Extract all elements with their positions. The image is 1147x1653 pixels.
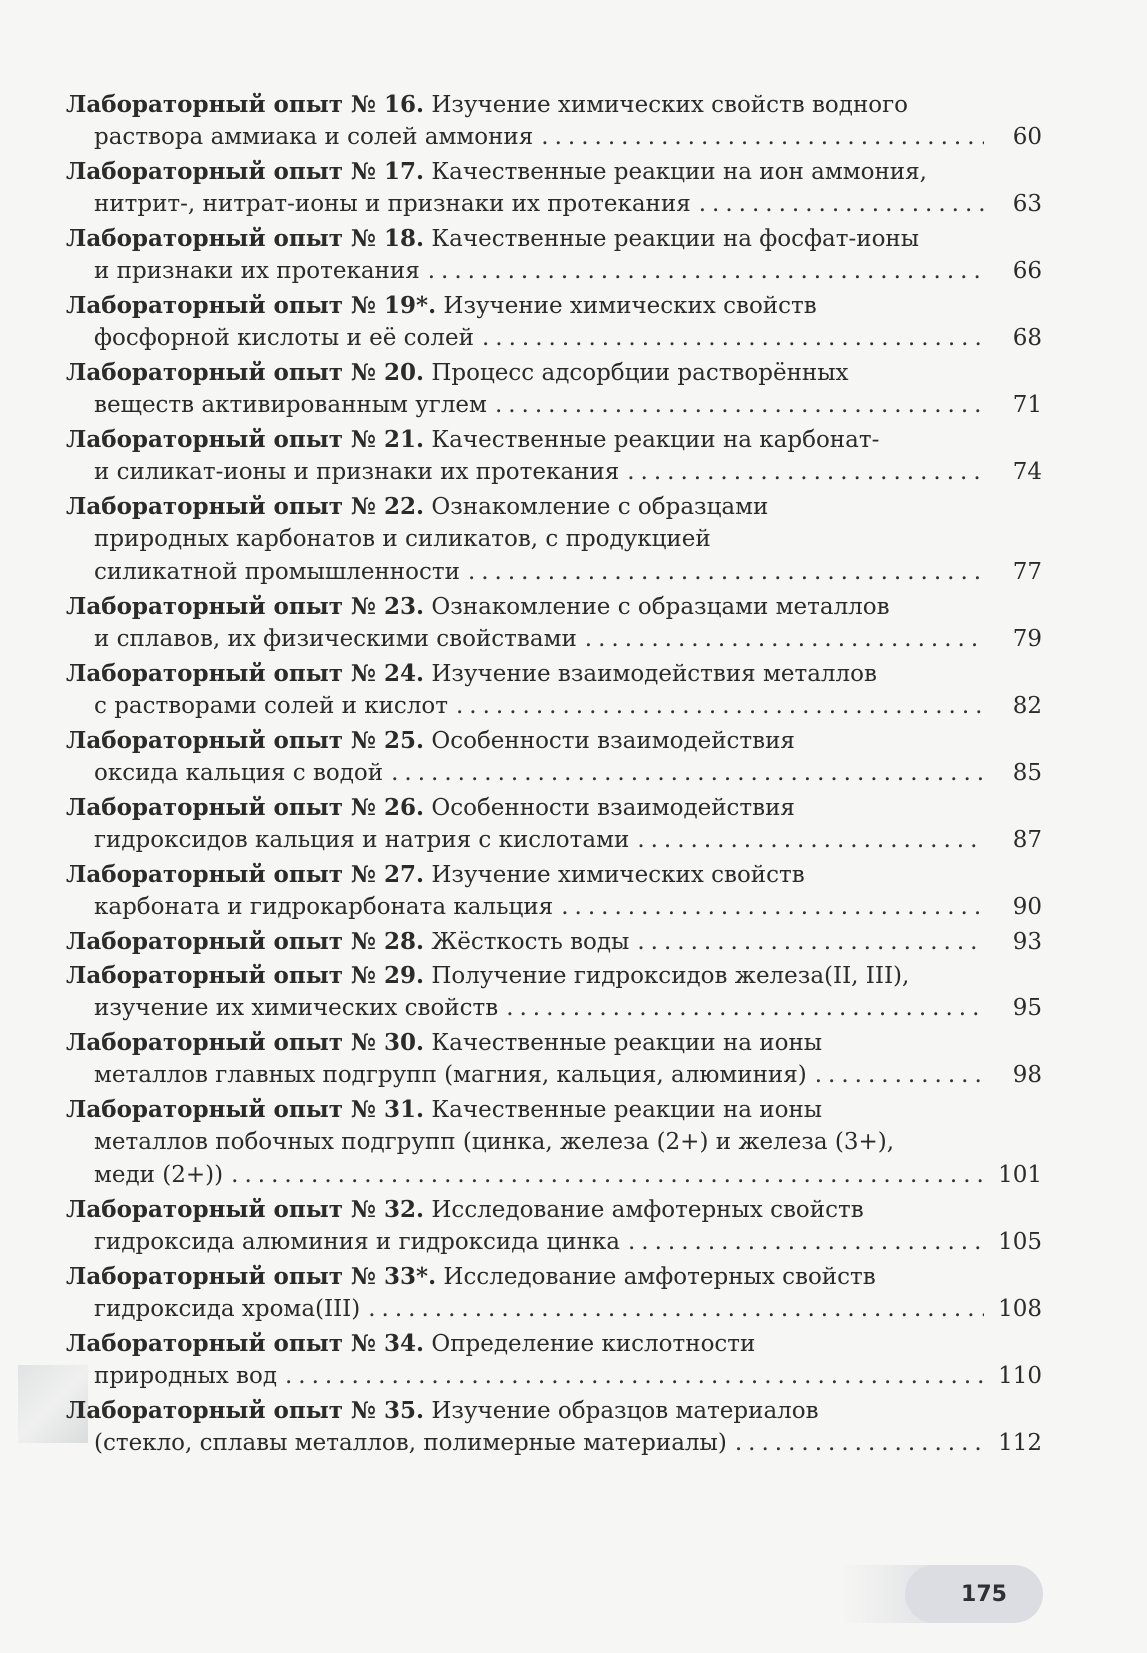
entry-label: Лабораторный опыт № 26. [66, 794, 425, 821]
dot-leader [368, 1293, 984, 1326]
entry-title: Качественные реакции на ионы [424, 1097, 823, 1123]
entry-label: Лабораторный опыт № 27. [66, 861, 425, 888]
entry-page-number: 101 [998, 1162, 1042, 1188]
dot-leader [482, 322, 984, 355]
entry-label: Лабораторный опыт № 24. [66, 660, 425, 687]
entry-label: Лабораторный опыт № 20. [66, 359, 425, 386]
table-of-contents [66, 88, 1042, 1461]
dot-leader [428, 255, 984, 288]
entry-label: Лабораторный опыт № 34. [66, 1330, 425, 1357]
entry-title: Особенности взаимодействия [424, 728, 795, 754]
entry-title-end: меди (2+)) [94, 1162, 224, 1188]
toc-entry [66, 155, 1042, 221]
toc-entry [66, 959, 1042, 1025]
entry-page-number: 90 [1012, 894, 1042, 920]
entry-title: Качественные реакции на фосфат-ионы [424, 226, 920, 252]
entry-label: Лабораторный опыт № 16. [66, 91, 425, 118]
entry-title-end: гидроксида хрома(III) [94, 1296, 361, 1322]
entry-title: Качественные реакции на карбонат- [424, 427, 880, 453]
entry-page-number: 87 [1012, 827, 1042, 853]
dot-leader [627, 456, 984, 489]
dot-leader [468, 556, 984, 589]
entry-label: Лабораторный опыт № 25. [66, 727, 425, 754]
toc-entry [66, 724, 1042, 790]
entry-page-number: 79 [1012, 626, 1042, 652]
entry-label: Лабораторный опыт № 35. [66, 1397, 425, 1424]
toc-entry [66, 1327, 1042, 1393]
toc-entry [66, 1193, 1042, 1259]
entry-title: Ознакомление с образцами металлов [424, 594, 890, 620]
entry-title: Определение кислотности [424, 1331, 756, 1357]
toc-entry [66, 1260, 1042, 1326]
toc-entry [66, 590, 1042, 656]
entry-label: Лабораторный опыт № 23. [66, 593, 425, 620]
entry-label: Лабораторный опыт № 33*. [66, 1263, 437, 1290]
entry-title-end: гидроксида алюминия и гидроксида цинка [94, 1229, 620, 1255]
entry-title: Получение гидроксидов железа(II, III), [424, 963, 910, 989]
entry-page-number: 60 [1012, 124, 1042, 150]
entry-label: Лабораторный опыт № 19*. [66, 292, 437, 319]
dot-leader [231, 1159, 984, 1192]
entry-title-end: и силикат-ионы и признаки их протекания [94, 459, 620, 485]
dot-leader [637, 926, 984, 958]
dot-leader [541, 121, 984, 154]
toc-entry [66, 423, 1042, 489]
entry-title-end: изучение их химических свойств [94, 995, 499, 1021]
dot-leader [285, 1360, 984, 1393]
entry-title-end: гидроксидов кальция и натрия с кислотами [94, 827, 630, 853]
entry-title-end: нитрит-, нитрат-ионы и признаки их протекания [94, 191, 691, 217]
entry-label: Лабораторный опыт № 29. [66, 962, 425, 989]
entry-title-continuation: природных карбонатов и силикатов, с продукцией [94, 526, 711, 552]
entry-page-number: 68 [1012, 325, 1042, 351]
dot-leader [735, 1427, 984, 1460]
entry-title-end: природных вод [94, 1363, 277, 1389]
entry-title: Жёсткость воды [424, 929, 630, 955]
toc-entry [66, 791, 1042, 857]
toc-entry [66, 1026, 1042, 1092]
entry-title-end: (стекло, сплавы металлов, полимерные материалы) [94, 1430, 727, 1456]
entry-title-end: и сплавов, их физическими свойствами [94, 626, 577, 652]
entry-title: Изучение химических свойств [436, 293, 817, 319]
entry-title: Качественные реакции на ионы [424, 1030, 823, 1056]
entry-page-number: 63 [1012, 191, 1042, 217]
toc-entry [66, 1093, 1042, 1192]
dot-leader [456, 690, 984, 723]
entry-label: Лабораторный опыт № 22. [66, 493, 425, 520]
dot-leader [637, 824, 984, 857]
entry-title-end: раствора аммиака и солей аммония [94, 124, 534, 150]
page-number: 175 [905, 1565, 1043, 1623]
toc-entry [66, 925, 1042, 958]
entry-title: Изучение образцов материалов [424, 1398, 819, 1424]
entry-page-number: 77 [1012, 559, 1042, 585]
entry-label: Лабораторный опыт № 28. [66, 928, 425, 955]
dot-leader [495, 389, 984, 422]
entry-page-number: 93 [1012, 929, 1042, 955]
dot-leader [585, 623, 984, 656]
toc-entry [66, 88, 1042, 154]
entry-title-end: карбоната и гидрокарбоната кальция [94, 894, 554, 920]
dot-leader [699, 188, 984, 221]
entry-page-number: 71 [1012, 392, 1042, 418]
entry-title-end: и признаки их протекания [94, 258, 420, 284]
entry-page-number: 74 [1012, 459, 1042, 485]
entry-title: Исследование амфотерных свойств [436, 1264, 876, 1290]
entry-title-end: веществ активированным углем [94, 392, 487, 418]
entry-title-end: оксида кальция с водой [94, 760, 384, 786]
toc-entry [66, 858, 1042, 924]
entry-page-number: 66 [1012, 258, 1042, 284]
entry-label: Лабораторный опыт № 17. [66, 158, 425, 185]
entry-title: Качественные реакции на ион аммония, [424, 159, 927, 185]
entry-title-continuation: металлов побочных подгрупп (цинка, железа (2+) и железа (3+), [94, 1129, 895, 1155]
entry-title-end: металлов главных подгрупп (магния, кальция, алюминия) [94, 1062, 807, 1088]
entry-title-end: с растворами солей и кислот [94, 693, 448, 719]
entry-title: Изучение химических свойств водного [424, 92, 909, 118]
entry-title: Процесс адсорбции растворённых [424, 360, 849, 386]
entry-title: Ознакомление с образцами [424, 494, 769, 520]
dot-leader [391, 757, 984, 790]
entry-page-number: 105 [998, 1229, 1042, 1255]
entry-title-end: фосфорной кислоты и её солей [94, 325, 474, 351]
toc-entry [66, 356, 1042, 422]
entry-title-end: силикатной промышленности [94, 559, 460, 585]
entry-title: Особенности взаимодействия [424, 795, 795, 821]
entry-page-number: 108 [998, 1296, 1042, 1322]
entry-page-number: 112 [998, 1430, 1042, 1456]
dot-leader [628, 1226, 984, 1259]
toc-entry [66, 289, 1042, 355]
entry-label: Лабораторный опыт № 30. [66, 1029, 425, 1056]
entry-page-number: 82 [1012, 693, 1042, 719]
toc-entry [66, 490, 1042, 589]
dot-leader [815, 1059, 984, 1092]
entry-label: Лабораторный опыт № 18. [66, 225, 425, 252]
entry-title: Изучение химических свойств [424, 862, 805, 888]
entry-page-number: 95 [1012, 995, 1042, 1021]
dot-leader [561, 891, 984, 924]
toc-entry [66, 1394, 1042, 1460]
entry-page-number: 98 [1012, 1062, 1042, 1088]
entry-title: Изучение взаимодействия металлов [424, 661, 877, 687]
entry-title: Исследование амфотерных свойств [424, 1197, 864, 1223]
entry-label: Лабораторный опыт № 32. [66, 1196, 425, 1223]
entry-page-number: 85 [1012, 760, 1042, 786]
entry-page-number: 110 [998, 1363, 1042, 1389]
toc-entry [66, 222, 1042, 288]
entry-label: Лабораторный опыт № 31. [66, 1096, 425, 1123]
toc-entry [66, 657, 1042, 723]
dot-leader [506, 992, 984, 1025]
entry-label: Лабораторный опыт № 21. [66, 426, 425, 453]
